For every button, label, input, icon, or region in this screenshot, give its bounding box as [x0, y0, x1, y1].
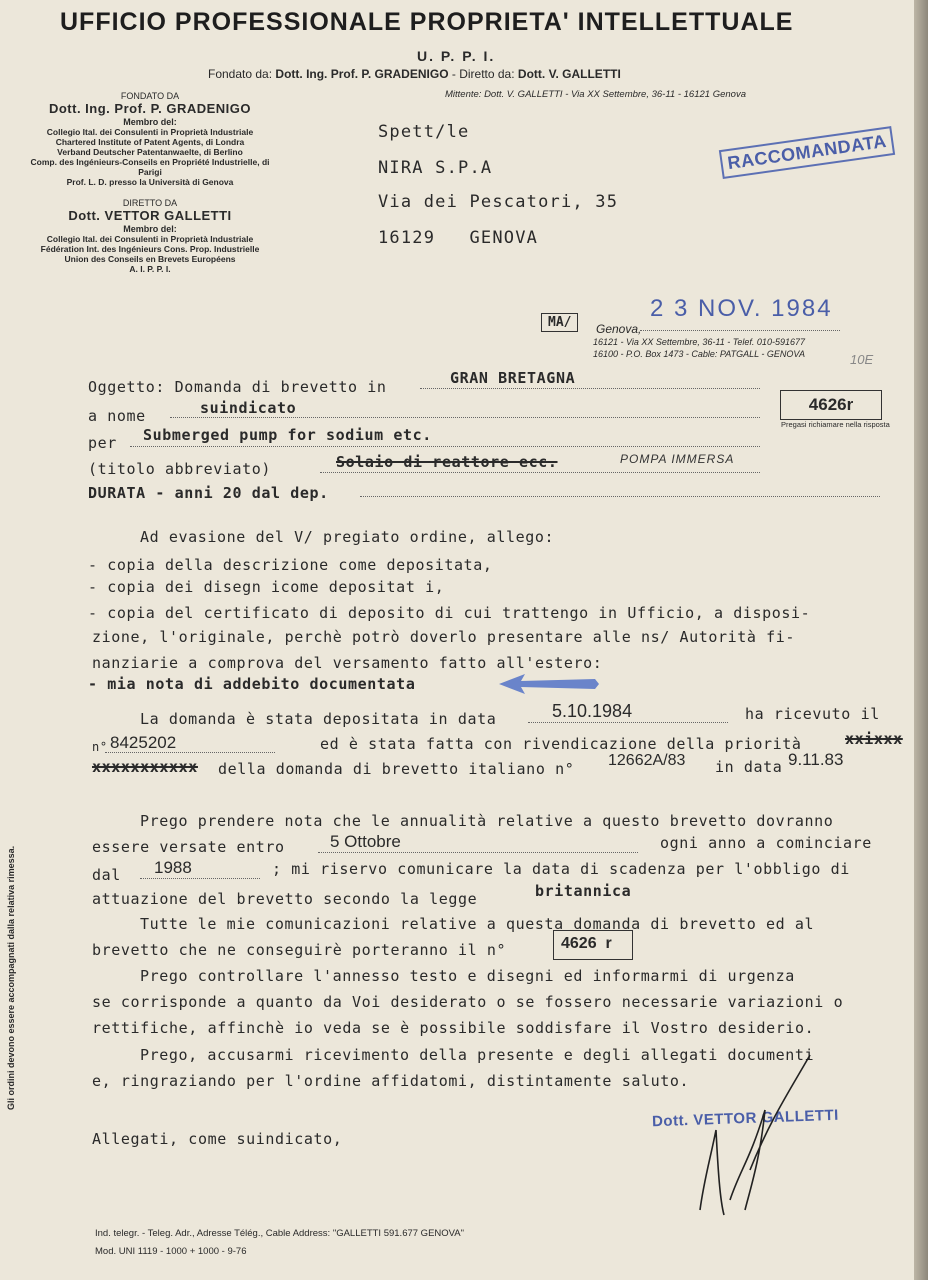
founder-affiliation: Chartered Institute of Patent Agents, di Londra [55, 137, 245, 147]
short-title-line [320, 472, 760, 473]
subject-country: GRAN BRETAGNA [450, 369, 576, 387]
name-value: suindicato [200, 399, 297, 417]
ack-text: e, ringraziando per l'ordine affidatomi, distintamente saluto. [92, 1072, 690, 1090]
signature-stamp: Dott. VETTOR GALLETTI [651, 1106, 840, 1131]
founder-affiliation: Comp. des Ingénieurs-Conseils en Propriété Industrielle, di Parigi [30, 157, 270, 177]
per-value: Submerged pump for sodium etc. [143, 426, 432, 444]
city-label: Genova, [596, 322, 642, 336]
directed-prefix: - Diretto da: [451, 67, 515, 81]
founder-affiliation: Collegio Ital. dei Consulenti in Proprietà Industriale [46, 127, 254, 137]
director-affiliation: Fédération Int. des Ingénieurs Cons. Prop. Industrielle [40, 244, 260, 254]
reference-caption: Pregasi richiamare nella risposta [781, 420, 890, 429]
italian-app-date: 9.11.83 [788, 750, 844, 769]
reference-number-box: 4626r [780, 390, 882, 420]
duration-line [360, 496, 880, 497]
duration: DURATA - anni 20 dal dep. [88, 484, 329, 502]
founder-member: Membro del: [123, 117, 177, 127]
director-affiliation: Union des Conseils en Brevets Européens [64, 254, 236, 264]
founder-heading: FONDATO DA [120, 91, 180, 101]
annuity-date: 5 Ottobre [330, 832, 401, 851]
name-line [170, 417, 760, 418]
director-affiliation: A. I. P. P. I. [129, 264, 171, 274]
per-label: per [88, 434, 117, 452]
director-name: Dott. VETTOR GALLETTI [68, 208, 232, 223]
in-data-label: in data [715, 758, 783, 776]
attachment-item: - copia della descrizione come depositata, [88, 556, 493, 574]
recipient-salutation: Spett/le [378, 122, 470, 142]
sender-line: Mittente: Dott. V. GALLETTI - Via XX Settembre, 36-11 - 16121 Genova [445, 89, 746, 100]
footer-cable-address: Ind. telegr. - Teleg. Adr., Adresse Télég., Cable Address: "GALLETTI 591.677 GENOVA" [95, 1228, 465, 1239]
recipient-city: 16129 GENOVA [378, 228, 539, 248]
priority-text: ed è stata fatta con rivendicazione della priorità [320, 735, 802, 753]
check-text: rettifiche, affinchè io veda se è possibile soddisfare il Vostro desiderio. [92, 1019, 815, 1037]
annuity-year: 1988 [154, 858, 192, 877]
italian-app-text: della domanda di brevetto italiano n° [218, 760, 575, 778]
margin-note: 10E [850, 352, 874, 367]
ack-text: Prego, accusarmi ricevimento della presente e degli allegati documenti [140, 1046, 815, 1064]
struck-text: xxxxxxxxxxx [92, 758, 198, 776]
annuity-each-year: ogni anno a cominciare [660, 834, 872, 852]
director-block [20, 198, 280, 274]
date-dotted-line [640, 330, 840, 331]
founder-name: Dott. Ing. Prof. P. GRADENIGO [48, 101, 252, 116]
director-affiliation: Collegio Ital. dei Consulenti in Proprietà Industriale [46, 234, 254, 244]
law-name: britannica [535, 882, 632, 900]
founder-line [208, 67, 621, 81]
body-intro: Ad evasione del V/ pregiato ordine, allego: [140, 528, 555, 546]
office-address [593, 336, 805, 360]
vertical-margin-note: Gli ordini devono essere accompagnati dalla relativa rimessa. [6, 845, 16, 1110]
office-address-line: 16100 - P.O. Box 1473 - Cable: PATGALL - GENOVA [593, 349, 805, 359]
founder-affiliation: Prof. L. D. presso la Università di Genova [66, 177, 234, 187]
app-number-line [105, 752, 275, 753]
date-stamp: 2 3 NOV. 1984 [650, 295, 833, 322]
received-text: ha ricevuto il [745, 705, 880, 723]
per-line [130, 446, 760, 447]
filed-date: 5.10.1984 [552, 701, 633, 721]
footer-model: Mod. UNI 1119 - 1000 + 1000 - 9-76 [95, 1246, 247, 1257]
founded-prefix: Fondato da: [208, 67, 273, 81]
pointer-arrow-icon [495, 670, 605, 698]
office-title: UFFICIO PROFESSIONALE PROPRIETA' INTELLETTUALE [60, 8, 794, 36]
office-abbreviation: U. P. P. I. [417, 48, 496, 64]
annuity-text: Prego prendere nota che le annualità relative a questo brevetto dovranno [140, 812, 834, 830]
italian-app-number: 12662A/83 [608, 752, 686, 769]
annuity-date-line [318, 852, 638, 853]
filed-text: La domanda è stata depositata in data [140, 710, 497, 728]
founder-block [20, 91, 280, 187]
short-title-struck: Solaio di reattore ecc. [336, 453, 558, 471]
office-address-line: 16121 - Via XX Settembre, 36-11 - Telef. 010-591677 [593, 337, 805, 347]
annuity-entro: essere versate entro [92, 838, 285, 856]
directed-by: Dott. V. GALLETTI [517, 67, 621, 81]
attachments-note: Allegati, come suindicato, [92, 1130, 343, 1148]
short-title-handwritten: POMPA IMMERSA [620, 452, 735, 466]
communications-text: Tutte le mie comunicazioni relative a questa domanda di brevetto ed al [140, 915, 815, 933]
handwritten-signature-icon [690, 1050, 820, 1220]
struck-text: xxixxx [845, 730, 903, 748]
recipient-street: Via dei Pescatori, 35 [378, 192, 619, 212]
check-text: Prego controllare l'annesso testo e disegni ed informarmi di urgenza [140, 967, 795, 985]
attachment-item-cont: nanziarie a comprova del versamento fatto all'estero: [92, 654, 603, 672]
ref-initials-box: MA/ [541, 313, 578, 332]
founder-affiliation: Verband Deutscher Patentanwaelte, di Berlino [57, 147, 243, 157]
subject-country-line [420, 388, 760, 389]
annuity-text: attuazione del brevetto secondo la legge [92, 890, 478, 908]
attachment-item: - copia dei disegn icome depositat i, [88, 578, 445, 596]
founded-by: Dott. Ing. Prof. P. GRADENIGO [275, 67, 449, 81]
filed-date-line [528, 722, 728, 723]
attachment-item-cont: zione, l'originale, perchè potrò doverlo presentare alle ns/ Autorità fi- [92, 628, 796, 646]
communications-text: brevetto che ne conseguirè porteranno il n° [92, 941, 507, 959]
annuity-dal: dal [92, 866, 121, 884]
annuity-text: ; mi riservo comunicare la data di scadenza per l'obbligo di [272, 860, 850, 878]
recipient-company: NIRA S.P.A [378, 158, 493, 178]
page-edge [914, 0, 928, 1280]
registered-stamp: RACCOMANDATA [719, 126, 896, 179]
name-label: a nome [88, 407, 146, 425]
director-member: Membro del: [123, 224, 177, 234]
attachment-item: - copia del certificato di deposito di cui trattengo in Ufficio, a disposi- [88, 604, 811, 622]
app-number-label: n° [92, 740, 108, 754]
short-title-label: (titolo abbreviato) [88, 460, 271, 478]
attachment-item-debit-note: - mia nota di addebito documentata [88, 675, 416, 693]
annuity-year-line [140, 878, 260, 879]
check-text: se corrisponde a quanto da Voi desiderato o se fossero necessarie variazioni o [92, 993, 844, 1011]
subject-label: Oggetto: Domanda di brevetto in [88, 378, 387, 396]
communications-ref: 4626 r [561, 935, 612, 952]
director-heading: DIRETTO DA [122, 198, 178, 208]
app-number: 8425202 [110, 733, 177, 752]
